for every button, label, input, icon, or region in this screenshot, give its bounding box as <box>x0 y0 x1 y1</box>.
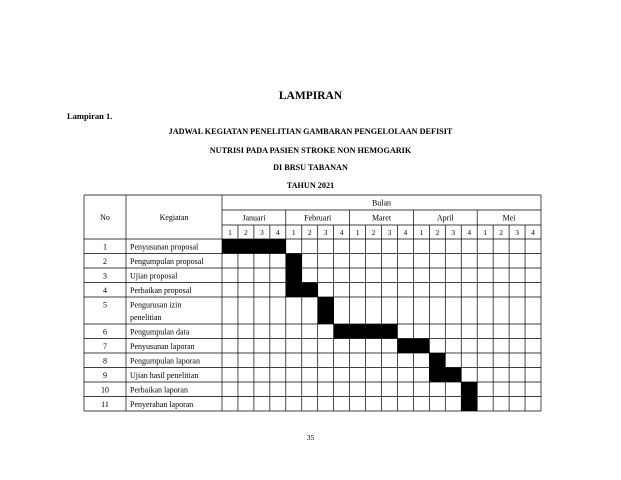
gantt-cell-filled <box>429 353 445 368</box>
gantt-cell-filled <box>286 254 302 269</box>
gantt-cell-filled <box>413 339 429 354</box>
week-label: 1 <box>483 228 488 237</box>
gantt-cell-filled <box>318 297 334 324</box>
month-label: Maret <box>371 213 392 223</box>
week-label: 4 <box>467 228 472 237</box>
header-period: Bulan <box>371 198 392 208</box>
week-label: 3 <box>387 228 392 237</box>
gantt-cell-filled <box>445 368 461 383</box>
gantt-cell-filled <box>461 397 477 412</box>
schedule-title-line-3: DI BRSU TABANAN <box>273 163 348 172</box>
week-label: 1 <box>291 228 296 237</box>
row-number: 8 <box>103 356 107 366</box>
row-number: 10 <box>101 385 109 395</box>
row-number: 4 <box>103 286 107 295</box>
activity-label: Penyusunan proposal <box>130 242 199 252</box>
appendix-label: Lampiran 1. <box>67 111 113 121</box>
header-no: No <box>100 213 110 222</box>
page-number: 35 <box>306 433 315 442</box>
activity-label: Pengumpulan laporan <box>130 356 200 366</box>
schedule-title-line-2: NUTRISI PADA PASIEN STROKE NON HEMOGARIK <box>209 146 412 155</box>
row-number: 2 <box>103 257 107 266</box>
week-label: 2 <box>244 228 248 237</box>
gantt-cell-filled <box>429 368 445 383</box>
gantt-cell-filled <box>397 339 413 354</box>
week-label: 1 <box>355 228 360 237</box>
week-label: 3 <box>451 228 456 237</box>
gantt-cell-filled <box>270 239 286 254</box>
month-label: April <box>436 213 454 223</box>
row-number: 9 <box>103 371 107 380</box>
row-number: 6 <box>103 327 107 337</box>
week-label: 4 <box>531 228 535 237</box>
header-activity: Kegiatan <box>159 213 189 222</box>
gantt-cell-filled <box>366 324 382 339</box>
row-number: 11 <box>101 400 109 409</box>
activity-label: Penyerahan laporan <box>130 400 194 409</box>
row-number: 1 <box>103 242 107 252</box>
activity-label: penelitian <box>130 313 162 322</box>
gantt-cell-filled <box>461 382 477 397</box>
gantt-cell-filled <box>350 324 366 339</box>
activity-label: Ujian proposal <box>130 271 178 281</box>
gantt-cell-filled <box>222 239 238 254</box>
activity-label: Pengumpulan data <box>130 327 190 337</box>
week-label: 3 <box>515 228 519 237</box>
row-number: 7 <box>103 342 107 351</box>
week-label: 2 <box>371 228 376 237</box>
activity-label: Pengumpulan proposal <box>130 257 204 266</box>
gantt-cell-filled <box>382 324 398 339</box>
row-number: 5 <box>103 300 107 310</box>
gantt-cell-filled <box>302 283 318 298</box>
gantt-cell-filled <box>286 283 302 298</box>
gantt-cell-filled <box>238 239 254 254</box>
gantt-cell-filled <box>286 268 302 283</box>
activity-label: Pengurusan izin <box>130 300 182 310</box>
gantt-cell-filled <box>334 324 350 339</box>
week-label: 3 <box>323 228 328 237</box>
week-label: 1 <box>419 228 424 237</box>
activity-label: Perbaikan laporan <box>130 385 188 395</box>
activity-label: Ujian hasil penelitian <box>130 371 199 380</box>
week-label: 2 <box>499 228 503 237</box>
month-label: Februari <box>304 213 332 223</box>
schedule-title-line-4: TAHUN 2021 <box>286 181 335 190</box>
schedule-title-line-1: JADWAL KEGIATAN PENELITIAN GAMBARAN PENGELOLAAN DEFISIT <box>168 127 453 136</box>
week-label: 4 <box>339 228 344 237</box>
month-label: Januari <box>242 213 266 223</box>
row-number: 3 <box>103 271 107 281</box>
activity-label: Penyusunan laporan <box>130 342 195 351</box>
gantt-cell-filled <box>254 239 270 254</box>
activity-label: Perbaikan proposal <box>130 286 192 295</box>
week-label: 2 <box>307 228 312 237</box>
week-label: 4 <box>403 228 408 237</box>
week-label: 1 <box>228 228 232 237</box>
week-label: 4 <box>275 228 280 237</box>
week-label: 3 <box>260 228 264 237</box>
month-label: Mei <box>502 213 516 223</box>
week-label: 2 <box>435 228 440 237</box>
page-title: LAMPIRAN <box>278 90 343 102</box>
